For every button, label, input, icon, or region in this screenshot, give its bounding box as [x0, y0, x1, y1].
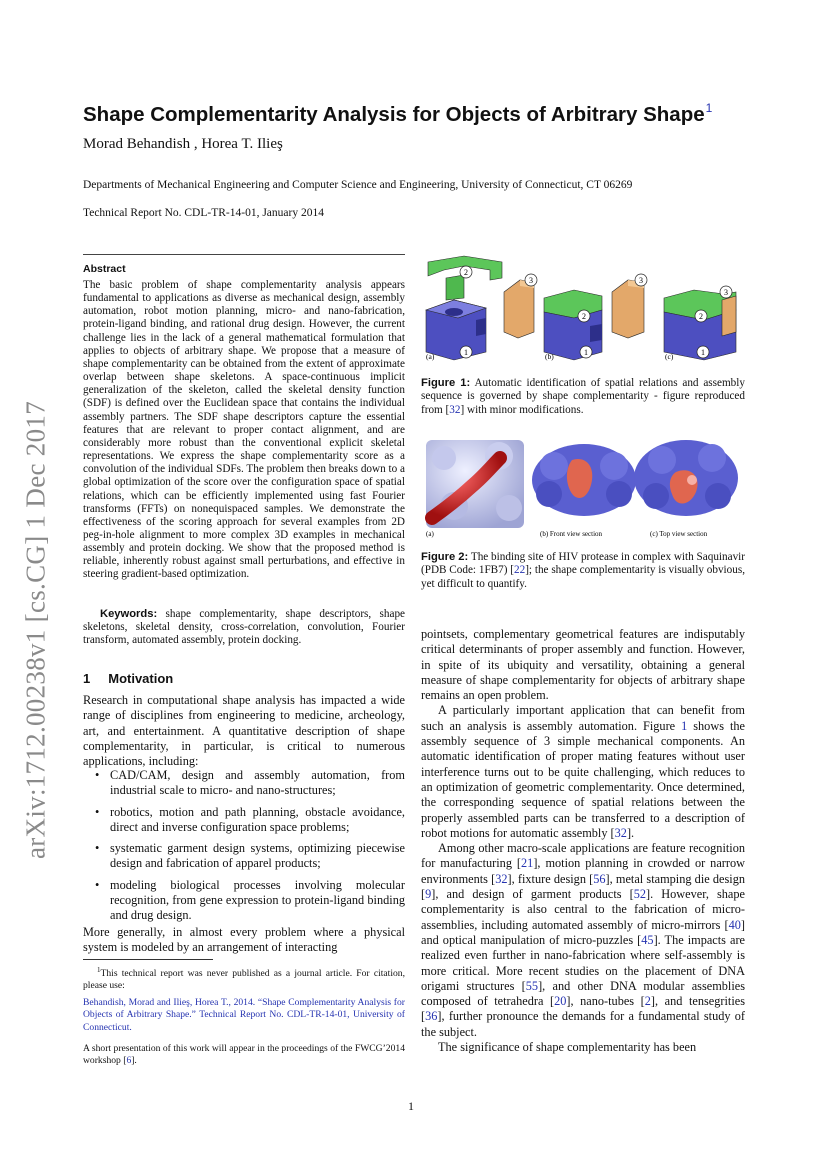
paragraph: The significance of shape complementarity has been [438, 1040, 697, 1055]
paragraph-text: ], and other DNA modular assemblies composed of tetrahedra [ [421, 978, 745, 1009]
figure-2-protein-image [424, 436, 746, 540]
assembly-part-a [426, 256, 534, 360]
bullet-icon: • [95, 768, 100, 782]
paragraph-text: ] and optical manipulation of micro-puzzles [ [421, 917, 745, 947]
figure-2-caption-end: ]; the shape complementarity is visually obvious, yet difficult to quantify. [421, 564, 745, 590]
part-marker-1: 1 [464, 348, 468, 357]
figure-1-assembly-image [424, 248, 746, 364]
part-marker-2: 2 [464, 268, 468, 277]
paper-title [83, 101, 712, 127]
title-footnote-link[interactable]: 1 [705, 101, 713, 115]
citation-link[interactable]: 2 [644, 994, 651, 1009]
list-item-text: robotics, motion and path planning, obstacle avoidance, direct and inverse configuration space problems; [110, 804, 405, 834]
panel-label-a: (a) [426, 530, 434, 538]
bullet-icon: • [95, 877, 100, 892]
abstract-top-rule [83, 254, 405, 255]
paragraph-text: shows the assembly sequence of 3 simple mechanical components. An automatic identification of proper mating features without user interference turns out to be quite challenging, which reduces to an optimization of geometric complementarity. Once determined, the corresponding sequence of spatial relations between the properly assembled parts can be transferred to a description of robot motions for automatic assembly [ [421, 718, 745, 840]
paragraph-text: ], metal stamping die design [ [421, 871, 746, 902]
citation-link[interactable]: 22 [514, 564, 526, 577]
figure-2-caption-label: Figure 2: [421, 551, 469, 563]
paragraph-text: ], fixture design [ [507, 871, 594, 886]
section-title: Motivation [108, 671, 174, 686]
citation-link[interactable]: 45 [641, 932, 654, 947]
affiliation: Departments of Mechanical Engineering and Computer Science and Engineering, University of Connecticut, CT 06269 [83, 179, 633, 191]
paragraph-text: ]. However, shape complementarity is also central to the fabrication of micro-assemblies, including automated assembly of micro-mirrors [ [421, 887, 746, 932]
citation-link[interactable]: 21 [521, 856, 534, 871]
list-item-text: CAD/CAM, design and assembly automation, from industrial scale to micro- and nano-structures; [110, 768, 405, 798]
figure-1-caption-label: Figure 1: [421, 377, 471, 389]
motivation-continued: More generally, in almost every problem where a physical system is modeled by an arrangement of interacting [83, 925, 405, 955]
paragraph-text: ], and design of garment products [ [431, 887, 634, 902]
citation-link[interactable]: 6 [126, 1055, 132, 1067]
panel-label-c: (c) [665, 352, 674, 361]
citation-link[interactable]: 52 [633, 887, 647, 902]
citation-link[interactable]: 32 [449, 403, 461, 416]
part-marker-2: 2 [582, 312, 586, 321]
citation-link[interactable]: 32 [495, 871, 508, 886]
keywords-label: Keywords: [100, 608, 158, 620]
paragraph-text: ], further pronounce the demands for a fundamental study of the subject. [421, 1009, 745, 1039]
panel-label-a: (a) [426, 352, 435, 361]
section-number: 1 [83, 671, 91, 686]
paper-title-text: Shape Complementarity Analysis for Objects of Arbitrary Shape [83, 103, 705, 126]
application-list [92, 768, 405, 930]
paragraph-text: A particularly important application that can benefit from such an analysis is assembly automation. Figure [421, 703, 745, 733]
figure-link[interactable]: 1 [681, 718, 688, 733]
part-marker-3: 3 [529, 276, 533, 285]
protein-surface-panel [426, 440, 524, 528]
part-marker-3: 3 [639, 276, 643, 285]
part-marker-1: 1 [701, 348, 705, 357]
part-marker-1: 1 [584, 348, 588, 357]
citation-link[interactable]: 56 [593, 871, 606, 886]
keywords [83, 608, 405, 647]
top-view-section-panel [634, 440, 738, 516]
paragraph-text: ]. [626, 825, 635, 840]
paragraph [421, 703, 745, 841]
page-number: 1 [408, 1099, 414, 1113]
footnote-text: This technical report was never published as a journal article. For citation, please use: [83, 968, 405, 992]
footnote-short-presentation [83, 1043, 405, 1068]
section-heading [83, 671, 173, 686]
list-item [92, 768, 405, 799]
authors: Morad Behandish , Horea T. Ilieş [83, 136, 283, 152]
paragraph-text: ], and tensegrities [ [421, 994, 746, 1024]
list-item-text: systematic garment design systems, optimizing piecewise design and fabrication of apparel products; [110, 841, 405, 871]
list-item [92, 805, 405, 836]
citation-link[interactable]: 36 [425, 1009, 438, 1024]
right-column-body [421, 627, 745, 1055]
footnote-short-text: A short presentation of this work will appear in the proceedings of the FWCG’2014 workshop [ [83, 1043, 405, 1067]
paragraph-text: ]. The impacts are realized even further in nano-fabrication where self-assembly is more critical. More recent studies on the placement of DNA origami structures [ [421, 932, 746, 993]
paragraph-text: Among other macro-scale applications are feature recognition for manufacturing [ [421, 841, 745, 871]
footnote-rule [83, 959, 213, 960]
list-item-text: modeling biological processes involving molecular recognition, from gene expression to protein-ligand binding and drug design. [110, 877, 405, 923]
paragraph-text: ], motion planning in crowded or narrow environments [ [421, 856, 745, 886]
arxiv-identifier-text: arXiv:1712.00238v1 [cs.CG] 1 Dec 2017 [20, 400, 51, 860]
abstract-heading: Abstract [83, 263, 126, 275]
paragraph-text: ], nano-tubes [ [566, 994, 645, 1009]
assembly-part-b [544, 280, 644, 360]
citation-link[interactable]: 40 [728, 917, 741, 932]
citation-link[interactable]: 32 [614, 825, 627, 840]
paragraph: pointsets, complementary geometrical features are indisputably critical determinants of proper assembly and function. However, in spite of its ubiquity and versatility, obtaining a general measure of shape complementarity for objects of arbitrary shape remains an open problem. [421, 627, 745, 703]
figure-2-panel-labels [426, 530, 708, 538]
footnote-citation-link[interactable]: Behandish, Morad and Ilieş, Horea T., 2014. “Shape Complementarity Analysis for Objects of Arbitrary Shape.” Technical Report No. CDL-TR-14-01, University of Connecticut. [83, 997, 405, 1033]
part-marker-2: 2 [699, 312, 703, 321]
footnote-mark: 1 [97, 966, 101, 974]
front-view-section-panel [532, 444, 636, 516]
bullet-icon: • [95, 804, 100, 819]
report-number: Technical Report No. CDL-TR-14-01, January 2014 [83, 207, 324, 219]
citation-link[interactable]: 55 [525, 978, 539, 993]
citation-link[interactable]: 20 [554, 994, 567, 1009]
keywords-list: shape complementarity, shape descriptors, shape skeletons, skeletal density, cross-correlation, convolution, Fourier transform, automated assembly, protein docking. [83, 608, 406, 647]
footnote [83, 964, 405, 993]
footnote-short-end: ]. [131, 1055, 137, 1067]
part-marker-3: 3 [724, 288, 728, 297]
paragraph [421, 841, 745, 1040]
panel-label-c: (c) Top view section [650, 530, 708, 538]
figure-1-caption [421, 377, 745, 417]
figure-2-caption [421, 551, 745, 591]
figure-1-caption-text: Automatic identification of spatial relations and assembly sequence is governed by shape complementarity - figure reproduced from [ [421, 377, 745, 416]
motivation-intro: Research in computational shape analysis has impacted a wide range of disciplines from engineering to medicine, archeology, art, and entertainment. A quantitative description of shape complementarity, in particular, is critical to numerous applications, including: [83, 693, 405, 769]
panel-label-b: (b) Front view section [540, 530, 603, 538]
citation-link[interactable]: 9 [425, 887, 432, 902]
figure-1-caption-end: ] with minor modifications. [460, 403, 584, 416]
list-item [92, 878, 405, 924]
panel-label-b: (b) [545, 352, 554, 361]
list-item [92, 841, 405, 872]
arxiv-identifier [14, 370, 58, 890]
bullet-icon: • [95, 841, 100, 856]
abstract-body: The basic problem of shape complementarity analysis appears fundamental to applications as diverse as mechanical design, assembly automation, robot motion planning, micro- and nano-fabrication, protein-ligand binding, and rational drug design. However, the current challenge lies in the lack of a general mathematical formulation that applies to objects of arbitrary shape. We propose that a measure of shape complementarity can be obtained from the extent of approximate overlap between shape skeletons. A space-continuous implicit generalization of the skeleton, called the skeletal density function (SDF) is defined over the Euclidean space that contains the individual assembly partners. The SDF shape descriptors capture the essential features that are relevant to proper contact alignment, and are considerably more robust than the conventional explicit skeletal representations. We express the shape complementarity score as a convolution of the individual SDFs. The problem then breaks down to a global optimization of the score over the configuration space of spatial relations, which can be efficiently implemented using fast Fourier transforms (FFTs) on nonequispaced samples. We demonstrate the effectiveness of the scoring approach for several examples from 2D peg-in-hole alignment to more complex 3D examples in mechanical assembly and protein docking. We show that the proposed method is reliable, inherently robust against small perturbations, and effective in steering gradient-based optimization. [83, 279, 405, 581]
figure-2-caption-text: The binding site of HIV protease in complex with Saquinavir (PDB Code: 1FB7) [ [421, 551, 746, 577]
